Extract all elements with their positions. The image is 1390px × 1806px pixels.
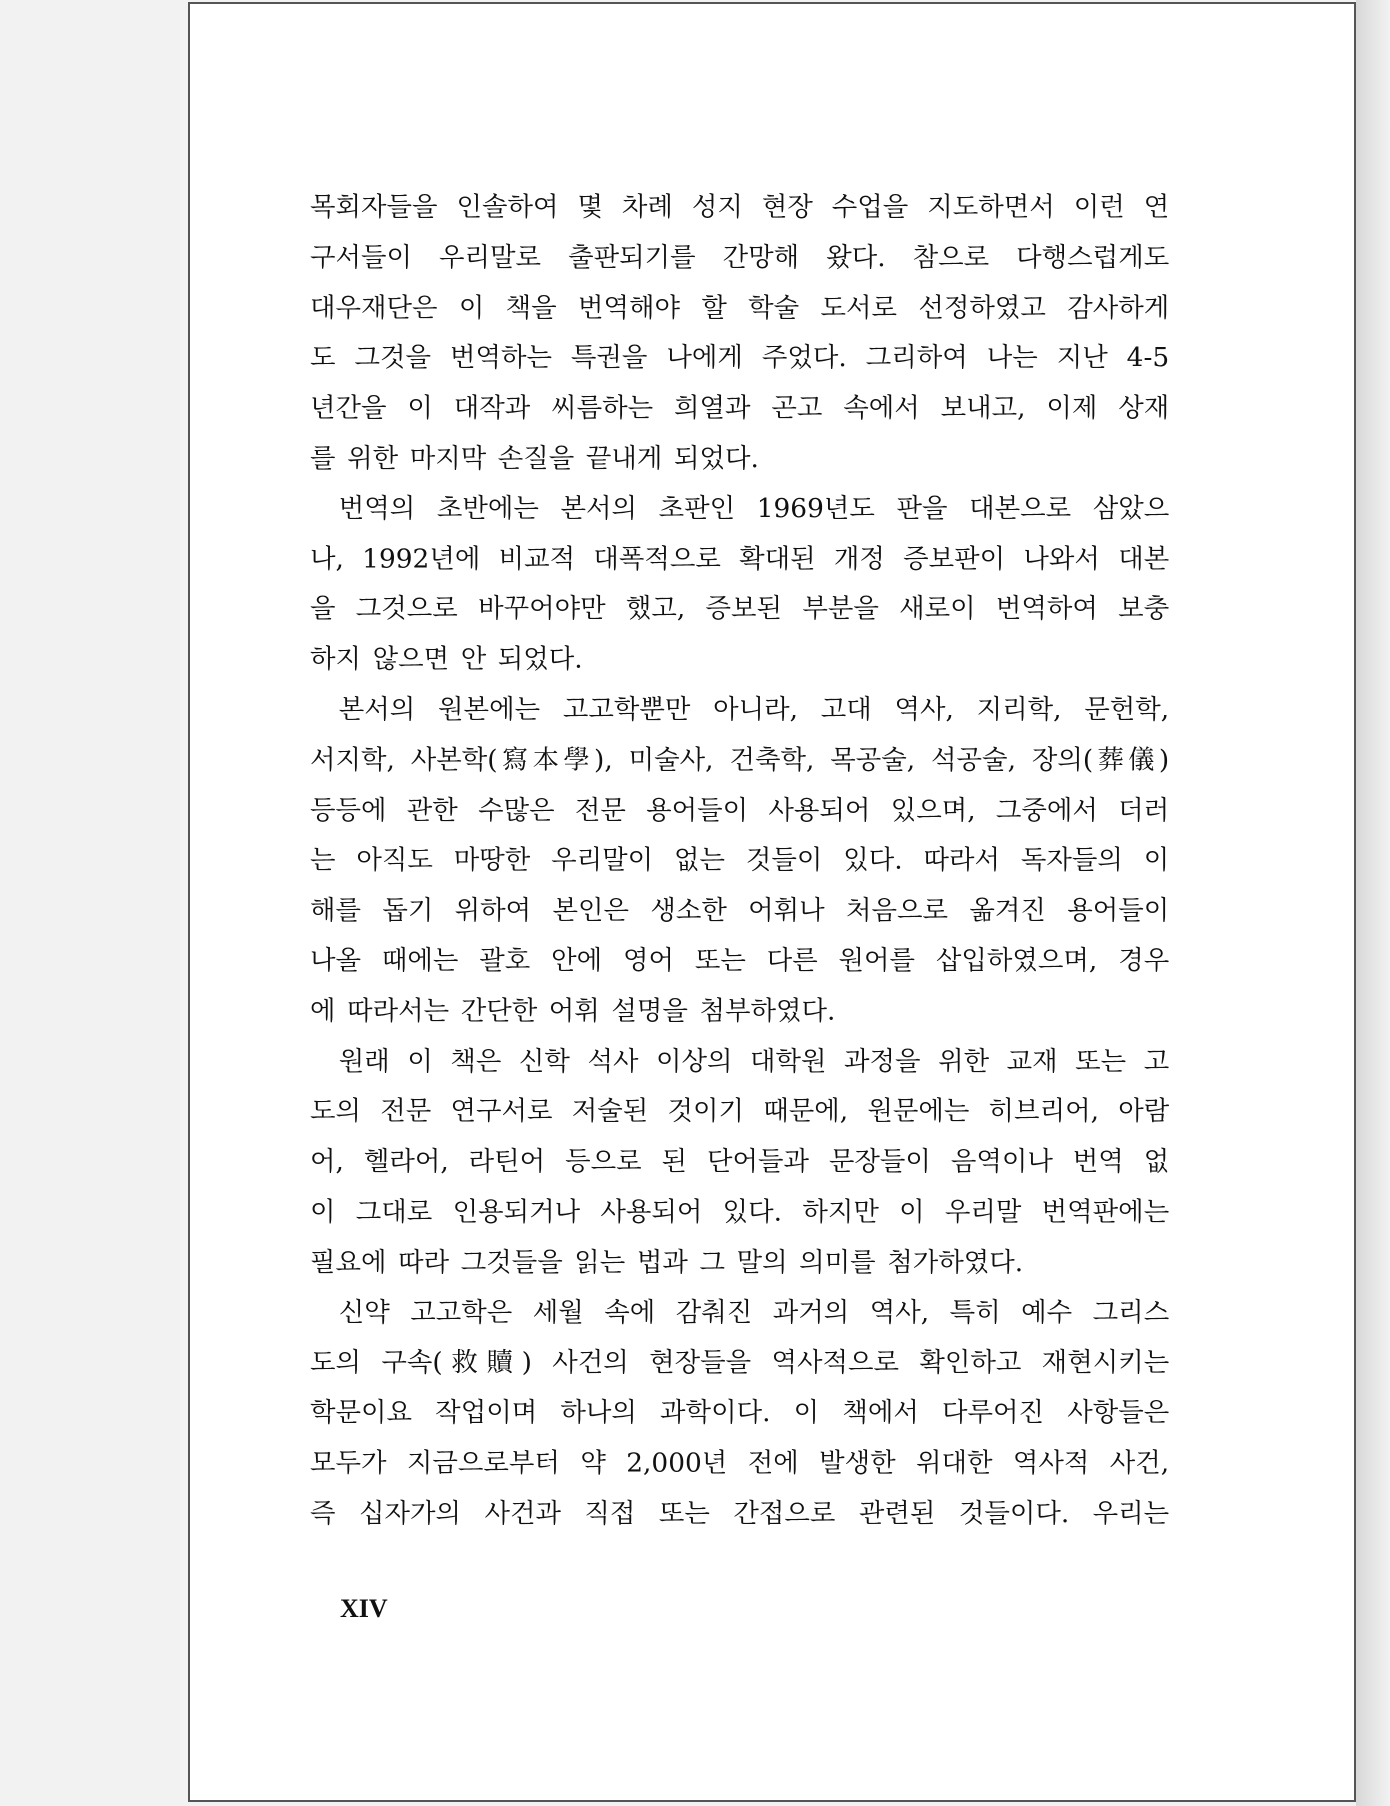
text-line: 신약 고고학은 세월 속에 감춰진 과거의 역사, 특히 예수 그리스 bbox=[338, 1296, 1170, 1328]
text-line: 번역의 초반에는 본서의 초판인 1969년도 판을 대본으로 삼았으 bbox=[338, 492, 1170, 524]
text-line: 하지 않으면 안 되었다. bbox=[310, 642, 583, 675]
text-line: 원래 이 책은 신학 석사 이상의 대학원 과정을 위한 교재 또는 고 bbox=[338, 1044, 1170, 1077]
text-line: 를 위한 마지막 손질을 끝내게 되었다. bbox=[310, 441, 759, 474]
paragraph-5 bbox=[310, 1287, 1169, 1538]
text-line: 나올 때에는 괄호 안에 영어 또는 다른 원어를 삽입하였으며, 경우 bbox=[310, 944, 1170, 976]
text-line: 목회자들을 인솔하여 몇 차례 성지 현장 수업을 지도하면서 이런 연 bbox=[310, 190, 1170, 222]
text-line: 어, 헬라어, 라틴어 등으로 된 단어들과 문장들이 음역이나 번역 없 bbox=[310, 1145, 1170, 1177]
paragraph-1 bbox=[310, 182, 1169, 483]
text-line: 해를 돕기 위하여 본인은 생소한 어휘나 처음으로 옮겨진 용어들이 bbox=[310, 894, 1170, 926]
page-edge-shadow bbox=[1356, 0, 1390, 1806]
text-line: 도의 전문 연구서로 저술된 것이기 때문에, 원문에는 히브리어, 아람 bbox=[310, 1095, 1170, 1127]
text-line: 나, 1992년에 비교적 대폭적으로 확대된 개정 증보판이 나와서 대본 bbox=[310, 542, 1170, 574]
text-line: 필요에 따라 그것들을 읽는 법과 그 말의 의미를 첨가하였다. bbox=[310, 1245, 1024, 1277]
paragraph-3 bbox=[310, 684, 1169, 1036]
paragraph-2 bbox=[310, 483, 1169, 684]
text-line: 구서들이 우리말로 출판되기를 간망해 왔다. 참으로 다행스럽게도 bbox=[310, 241, 1170, 273]
page-number: XIV bbox=[340, 1594, 388, 1623]
text-line: 즉 십자가의 사건과 직접 또는 간접으로 관련된 것들이다. 우리는 bbox=[310, 1496, 1170, 1529]
paragraph-4 bbox=[310, 1036, 1169, 1287]
text-line: 대우재단은 이 책을 번역해야 할 학술 도서로 선정하였고 감사하게 bbox=[310, 291, 1170, 323]
text-line: 는 아직도 마땅한 우리말이 없는 것들이 있다. 따라서 독자들의 이 bbox=[310, 843, 1170, 876]
text-line: 이 그대로 인용되거나 사용되어 있다. 하지만 이 우리말 번역판에는 bbox=[310, 1195, 1170, 1227]
text-line: 서지학, 사본학(寫本學), 미술사, 건축학, 목공술, 석공술, 장의(葬儀) bbox=[310, 743, 1170, 775]
text-line: 도 그것을 번역하는 특권을 나에게 주었다. 그리하여 나는 지난 4-5 bbox=[310, 341, 1170, 373]
text-line: 학문이요 작업이며 하나의 과학이다. 이 책에서 다루어진 사항들은 bbox=[310, 1396, 1170, 1428]
text-line: 등등에 관한 수많은 전문 용어들이 사용되어 있으며, 그중에서 더러 bbox=[310, 793, 1170, 825]
text-line: 도의 구속(救贖) 사건의 현장들을 역사적으로 확인하고 재현시키는 bbox=[310, 1346, 1170, 1378]
text-line: 에 따라서는 간단한 어휘 설명을 첨부하였다. bbox=[310, 994, 836, 1026]
book-page bbox=[188, 2, 1356, 1802]
text-line: 본서의 원본에는 고고학뿐만 아니라, 고대 역사, 지리학, 문헌학, bbox=[338, 693, 1170, 725]
body-text bbox=[310, 182, 1169, 1538]
text-line: 을 그것으로 바꾸어야만 했고, 증보된 부분을 새로이 번역하여 보충 bbox=[310, 592, 1170, 624]
text-line: 모두가 지금으로부터 약 2,000년 전에 발생한 위대한 역사적 사건, bbox=[310, 1446, 1170, 1478]
text-line: 년간을 이 대작과 씨름하는 희열과 곤고 속에서 보내고, 이제 상재 bbox=[310, 391, 1170, 423]
